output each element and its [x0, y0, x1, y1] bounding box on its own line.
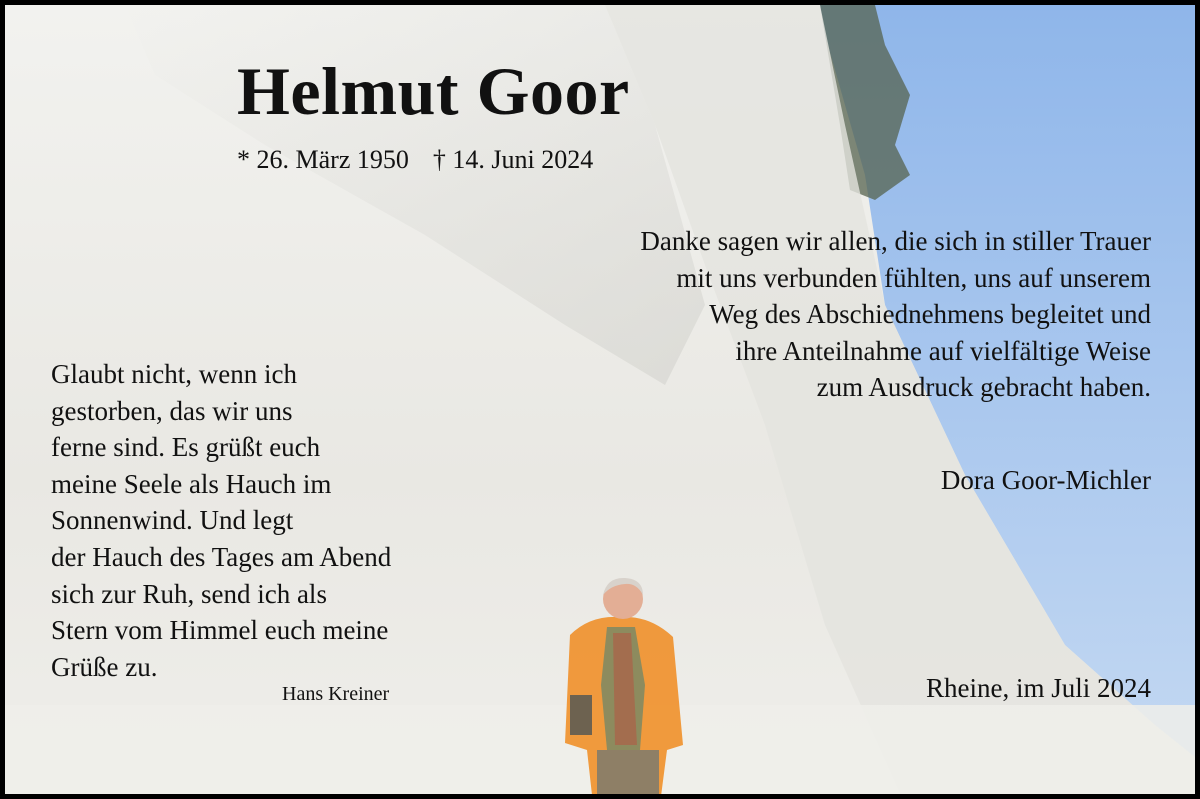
thanks-line: zum Ausdruck gebracht haben. — [816, 372, 1151, 402]
thanks-line: ihre Anteilnahme auf vielfältige Weise — [735, 335, 1151, 366]
poem — [51, 356, 471, 685]
poem-line: meine Seele als Hauch im — [51, 468, 332, 499]
thanks-text — [531, 223, 1151, 406]
poem-line: Sonnenwind. Und legt — [51, 505, 294, 536]
poem-line: Stern vom Himmel euch meine — [51, 615, 389, 646]
thanks-line: Danke sagen wir allen, die sich in stiller Trauer — [640, 226, 1151, 256]
poem-line: der Hauch des Tages am Abend — [51, 541, 392, 572]
signer-name: Dora Goor-Michler — [940, 465, 1151, 495]
poem-line: Grüße zu. — [51, 651, 158, 682]
man-photo — [545, 575, 695, 799]
life-dates — [237, 145, 593, 175]
deceased-name: Helmut Goor — [237, 53, 630, 129]
poem-line: gestorben, das wir uns — [51, 395, 293, 426]
poem-line: Glaubt nicht, wenn ich — [51, 359, 297, 389]
thanks-line: Weg des Abschiednehmens begleitet und — [709, 299, 1151, 329]
birth-date: * 26. März 1950 — [237, 145, 409, 174]
death-date: † 14. Juni 2024 — [432, 145, 594, 174]
place-and-date: Rheine, im Juli 2024 — [926, 673, 1151, 703]
poem-line: sich zur Ruh, send ich als — [51, 578, 327, 609]
poem-line: ferne sind. Es grüßt euch — [51, 432, 321, 463]
thanks-line: mit uns verbunden fühlten, uns auf unserem — [676, 262, 1151, 293]
poem-author: Hans Kreiner — [282, 683, 390, 705]
